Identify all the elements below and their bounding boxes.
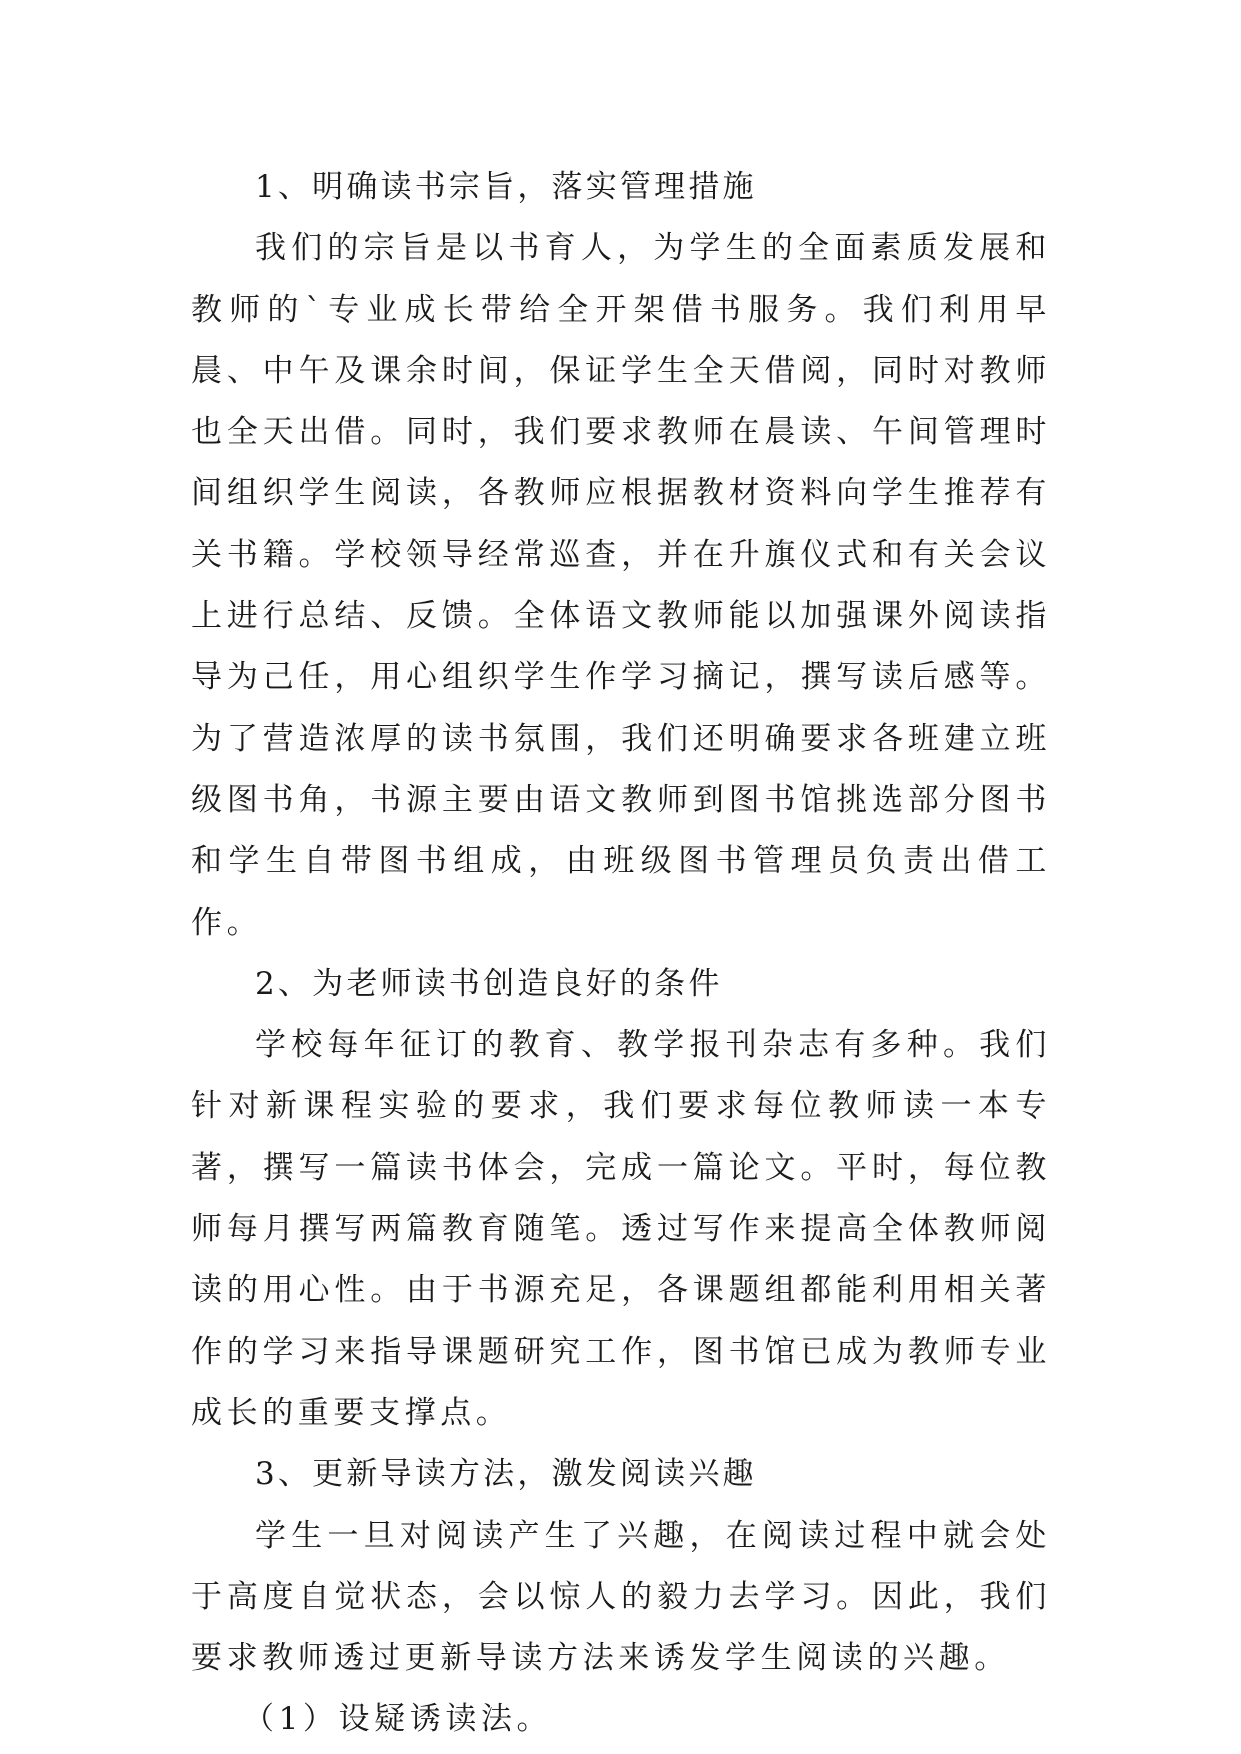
section-heading-3: 3、更新导读方法，激发阅读兴趣 (255, 1456, 757, 1493)
section-heading-2: 2、为老师读书创造良好的条件 (255, 965, 723, 1002)
document-body (191, 157, 1051, 1751)
body-paragraph-3: 学生一旦对阅读产生了兴趣，在阅读过程中就会处于高度自觉状态，会以惊人的毅力去学习。因此，我们要求教师透过更新导读方法来诱发学生阅读的兴趣。 (191, 1517, 1051, 1677)
section-heading-1: 1、明确读书宗旨，落实管理措施 (255, 169, 757, 205)
body-paragraph-1: 我们的宗旨是以书育人，为学生的全面素质发展和教师的`专业成长带给全开架借书服务。我们利用早晨、中午及课余时间，保证学生全天借阅，同时对教师也全天出借。同时，我们要求教师在晨读、午间管理时间组织学生阅读，各教师应根据教材资料向学生推荐有关书籍。学校领导经常巡查，并在升旗仪式和有关会议上进行总结、反馈。全体语文教师能以加强课外阅读指导为己任，用心组织学生作学习摘记，撰写读后感等。为了营造浓厚的读书氛围，我们还明确要求各班建立班级图书角，书源主要由语文教师到图书馆挑选部分图书和学生自带图书组成，由班级图书管理员负责出借工作。 (191, 230, 1051, 941)
body-paragraph-2: 学校每年征订的教育、教学报刊杂志有多种。我们针对新课程实验的要求，我们要求每位教师读一本专著，撰写一篇读书体会，完成一篇论文。平时，每位教师每月撰写两篇教育随笔。透过写作来提高全体教师阅读的用心性。由于书源充足，各课题组都能利用相关著作的学习来指导课题研究工作，图书馆已成为教师专业成长的重要支撑点。 (191, 1027, 1051, 1431)
subsection-heading-1: （1）设疑诱读法。 (243, 1701, 553, 1738)
